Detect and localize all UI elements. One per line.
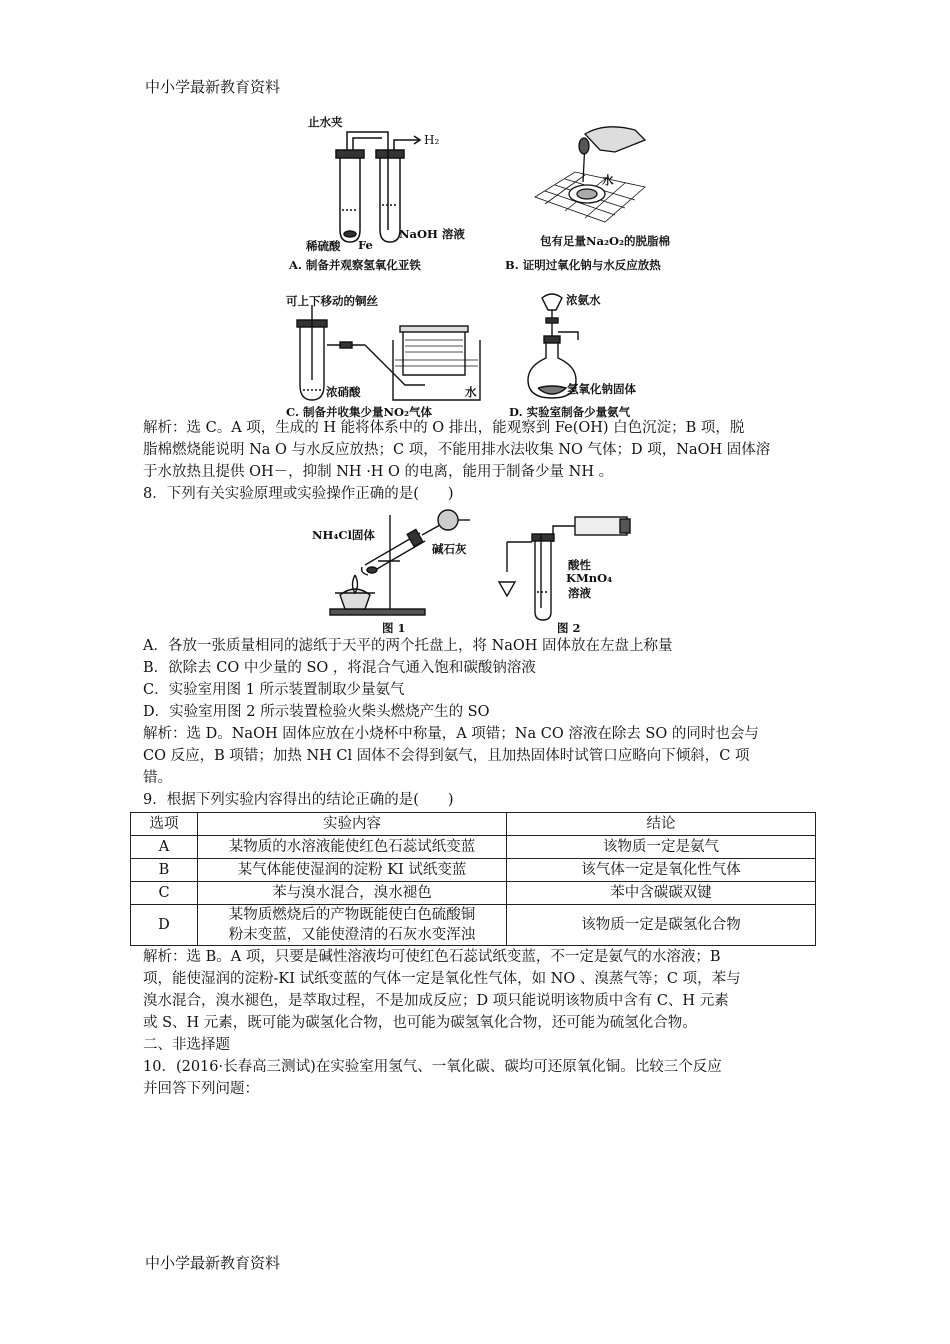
label-naoh-solution: NaOH 溶液 <box>399 227 465 241</box>
q7-analysis-line3: 于水放热且提供 OH－，抑制 NH ·H O 的电离，能用于制备少量 NH 。 <box>143 464 614 480</box>
q8-stem: 8．下列有关实验原理或实验操作正确的是( ) <box>143 486 454 502</box>
q8-option-a: A．各放一张质量相同的滤纸于天平的两个托盘上，将 NaOH 固体放在左盘上称量 <box>143 638 673 654</box>
figure-c-apparatus <box>285 300 485 405</box>
q10-line2: 并回答下列问题： <box>143 1081 259 1097</box>
q9-analysis-line4: 或 S、H 元素，既可能为碳氢化合物，也可能为碳氢氧化合物，还可能为硫氢化合物。 <box>143 1015 697 1031</box>
label-cotton: 包有足量Na₂O₂的脱脂棉 <box>540 234 671 248</box>
label-nh4cl: NH₄Cl固体 <box>312 528 375 542</box>
q8-analysis-line2: CO 反应，B 项错；加热 NH Cl 固体不会得到氨气，且加热固体时试管口应略向下倾斜，C 项 <box>143 748 750 764</box>
page-footer: 中小学最新教育资料 <box>145 1254 281 1272</box>
header-content: 实验内容 <box>198 813 507 836</box>
cell-conclusion: 苯中含碳碳双键 <box>507 882 816 905</box>
table-row <box>131 905 816 946</box>
table-row <box>131 859 816 882</box>
cell-conclusion: 该气体一定是氧化性气体 <box>507 859 816 882</box>
header-conclusion: 结论 <box>507 813 816 836</box>
q8-option-b: B．欲除去 CO 中少量的 SO ，将混合气通入饱和碳酸钠溶液 <box>143 660 536 676</box>
page-header: 中小学最新教育资料 <box>145 78 281 96</box>
table-header-row <box>131 813 816 836</box>
caption-b: B. 证明过氧化钠与水反应放热 <box>505 258 661 272</box>
q9-stem: 9．根据下列实验内容得出的结论正确的是( ) <box>143 792 454 808</box>
cell-content: 某气体能使湿润的淀粉 KI 试纸变蓝 <box>198 859 507 882</box>
label-clamp: 止水夹 <box>308 115 343 129</box>
cell-content-line2: 粉末变蓝，又能使澄清的石灰水变浑浊 <box>228 927 476 943</box>
label-water-c: 水 <box>465 385 477 399</box>
cell-conclusion: 该物质一定是氨气 <box>507 836 816 859</box>
cell-conclusion: 该物质一定是碳氢化合物 <box>507 905 816 946</box>
table-row <box>131 836 816 859</box>
caption-a: A. 制备并观察氢氧化亚铁 <box>289 258 421 272</box>
cell-content: 某物质的水溶液能使红色石蕊试纸变蓝 <box>198 836 507 859</box>
q8-figure-1 <box>310 505 480 620</box>
q10-line1: 10．(2016·长春高三测试)在实验室用氢气、一氧化碳、碳均可还原氧化铜。比较三个反应 <box>143 1059 722 1075</box>
caption-fig1: 图 1 <box>382 621 406 635</box>
label-soda-lime: 碱石灰 <box>432 542 467 556</box>
section-heading: 二、非选择题 <box>143 1037 230 1053</box>
q8-analysis-line3: 错。 <box>143 770 172 786</box>
q8-analysis-line1: 解析：选 D。NaOH 固体应放在小烧杯中称量，A 项错；Na CO 溶液在除去 SO 的同时也会与 <box>143 726 759 742</box>
cell-content <box>198 905 507 946</box>
q9-analysis-line3: 溴水混合，溴水褪色，是萃取过程，不是加成反应；D 项只能说明该物质中含有 C、H 元素 <box>143 993 729 1009</box>
q9-analysis-line2: 项，能使湿润的淀粉-KI 试纸变蓝的气体一定是氧化性气体，如 NO 、溴蒸气等；C 项，苯与 <box>143 971 741 987</box>
q9-analysis-line1: 解析：选 B。A 项，只要是碱性溶液均可使红色石蕊试纸变蓝，不一定是氨气的水溶液；B <box>143 949 721 965</box>
cell-option: A <box>131 836 198 859</box>
label-conc-ammonia: 浓氨水 <box>566 293 601 307</box>
table-row <box>131 882 816 905</box>
label-fe: Fe <box>358 238 373 252</box>
cell-option: D <box>131 905 198 946</box>
label-kmno4: KMnO₄ <box>566 571 613 585</box>
cell-option: C <box>131 882 198 905</box>
cell-content-line1: 某物质燃烧后的产物既能使白色硫酸铜 <box>228 907 476 923</box>
cell-content: 苯与溴水混合，溴水褪色 <box>198 882 507 905</box>
label-solution: 溶液 <box>568 586 591 600</box>
q7-analysis-line1: 解析：选 C。A 项，生成的 H 能将体系中的 O 排出，能观察到 Fe(OH) 白色沉淀；B 项，脱 <box>143 420 745 436</box>
q8-option-d: D．实验室用图 2 所示装置检验火柴头燃烧产生的 SO <box>143 704 490 720</box>
figure-b-apparatus <box>525 112 655 230</box>
label-water-b: 水 <box>602 173 614 187</box>
caption-d: D. 实验室制备少量氨气 <box>509 405 631 419</box>
label-dilute-acid: 稀硫酸 <box>306 239 341 253</box>
caption-c: C. 制备并收集少量NO₂气体 <box>286 405 433 419</box>
caption-fig2: 图 2 <box>557 621 581 635</box>
q9-table <box>130 812 816 946</box>
label-conc-nitric: 浓硝酸 <box>326 385 361 399</box>
q7-analysis-line2: 脂棉燃烧能说明 Na O 与水反应放热；C 项，不能用排水法收集 NO 气体；D 项，NaOH 固体溶 <box>143 442 771 458</box>
q8-option-c: C．实验室用图 1 所示装置制取少量氨气 <box>143 682 405 698</box>
header-option: 选项 <box>131 813 198 836</box>
label-copper-wire: 可上下移动的铜丝 <box>286 294 378 308</box>
label-h2: H₂ <box>424 133 440 147</box>
label-acidic: 酸性 <box>568 558 591 572</box>
cell-option: B <box>131 859 198 882</box>
label-naoh-solid: 氢氧化钠固体 <box>567 382 636 396</box>
